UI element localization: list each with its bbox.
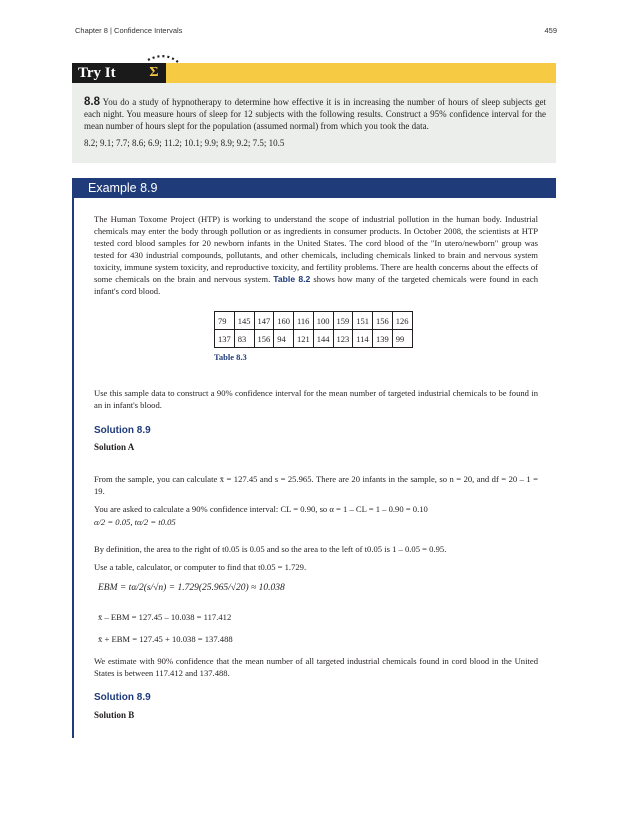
try-it-label: Try It	[72, 63, 166, 83]
exercise-number: 8.8	[84, 96, 100, 108]
solution-a-label: Solution A	[94, 442, 135, 452]
intro-text: The Human Toxome Project (HTP) is working to understand the scope of industrial pollution in the human body. Industrial chemicals may enter the body through pollution or as ingredients in consumer products. In October 2008, the scientists at HTP tested cord blood samples for 20 newborn infants in the United States. The cord blood of the "In utero/newborn" group was tested for 430 industrial compounds, pollutants, and other chemicals, including chemicals linked to brain and nervous system toxicity, immune system toxicity, and reproductive toxicity, and fertility problems. There are health concerns about the effects of some chemicals on the brain and nervous system.	[94, 214, 538, 284]
solution-b-label: Solution B	[94, 710, 135, 720]
page-number: 459	[544, 26, 557, 35]
table-cell: 160	[274, 312, 294, 330]
calc-area-definition: By definition, the area to the right of t0.05 is 0.05 and so the area to the left of t0.05 is 1 – 0.05 = 0.95.	[94, 544, 447, 554]
table-cell: 94	[274, 330, 294, 348]
table-cell: 156	[254, 330, 274, 348]
table-row	[215, 312, 413, 330]
table-cell: 126	[392, 312, 412, 330]
running-header-chapter: Chapter 8 | Confidence Intervals	[75, 26, 183, 35]
example-intro	[94, 213, 538, 297]
table-cell: 137	[215, 330, 235, 348]
table-cell: 145	[234, 312, 254, 330]
table-cell: 139	[373, 330, 393, 348]
lower-bound: x̄ – EBM = 127.45 – 10.038 = 117.412	[98, 612, 232, 622]
table-cell: 156	[373, 312, 393, 330]
conclusion-text: We estimate with 90% confidence that the mean number of all targeted industrial chemicals found in cord blood in the United States is between 117.412 and 137.488.	[94, 656, 538, 678]
table-cell: 83	[234, 330, 254, 348]
table-row	[215, 330, 413, 348]
table-reference-link[interactable]: Table 8.2	[273, 274, 311, 284]
table-cell: 151	[353, 312, 373, 330]
table-cell: 79	[215, 312, 235, 330]
task-text: Use this sample data to construct a 90% confidence interval for the mean number of targeted industrial chemicals to be found in an in infant's blood.	[94, 388, 538, 410]
solution-heading: Solution 8.9	[94, 425, 151, 436]
intro-text-end: shows how many of the targeted chemicals were found in each infant's cord blood.	[94, 274, 538, 296]
table-cell: 100	[313, 312, 333, 330]
table-cell: 147	[254, 312, 274, 330]
calc-alpha-half: α/2 = 0.05, tα/2 = t0.05	[94, 517, 176, 527]
table-cell: 144	[313, 330, 333, 348]
example-side-rule	[72, 198, 74, 738]
try-it-banner	[72, 63, 556, 83]
exercise-text: You do a study of hypnotherapy to determine how effective it is in increasing the number of hours of sleep subjects get each night. You measure hours of sleep for 12 subjects with the following results. Construct a 95% confidence interval for the mean number of hours slept for the population (assumed normal) from which you took the data.	[84, 97, 546, 131]
table-cell: 116	[294, 312, 314, 330]
calc-sample-stats: From the sample, you can calculate x̄ = 127.45 and s = 25.965. There are 20 infants in the sample, so n = 20, and df = 20 – 1 = 19.	[94, 474, 538, 496]
sigma-icon: Σ	[149, 65, 159, 80]
example-title: Example 8.9	[72, 178, 556, 198]
table-caption: Table 8.3	[214, 352, 247, 362]
upper-bound: x̄ + EBM = 127.45 + 10.038 = 137.488	[98, 634, 233, 644]
table-cell: 159	[333, 312, 353, 330]
table-cell: 114	[353, 330, 373, 348]
try-it-exercise	[84, 96, 546, 132]
data-table	[214, 311, 413, 348]
calc-alpha: You are asked to calculate a 90% confidence interval: CL = 0.90, so α = 1 – CL = 1 – 0.90 = 0.10	[94, 504, 428, 514]
table-cell: 121	[294, 330, 314, 348]
calc-t-value: Use a table, calculator, or computer to find that t0.05 = 1.729.	[94, 562, 307, 572]
table-cell: 99	[392, 330, 412, 348]
solution-heading-2: Solution 8.9	[94, 692, 151, 703]
ebm-formula: EBM = tα/2(s/√n) = 1.729(25.965/√20) ≈ 10.038	[98, 583, 285, 593]
exercise-data: 8.2; 9.1; 7.7; 8.6; 6.9; 11.2; 10.1; 9.9; 8.9; 9.2; 7.5; 10.5	[84, 138, 285, 148]
table-cell: 123	[333, 330, 353, 348]
